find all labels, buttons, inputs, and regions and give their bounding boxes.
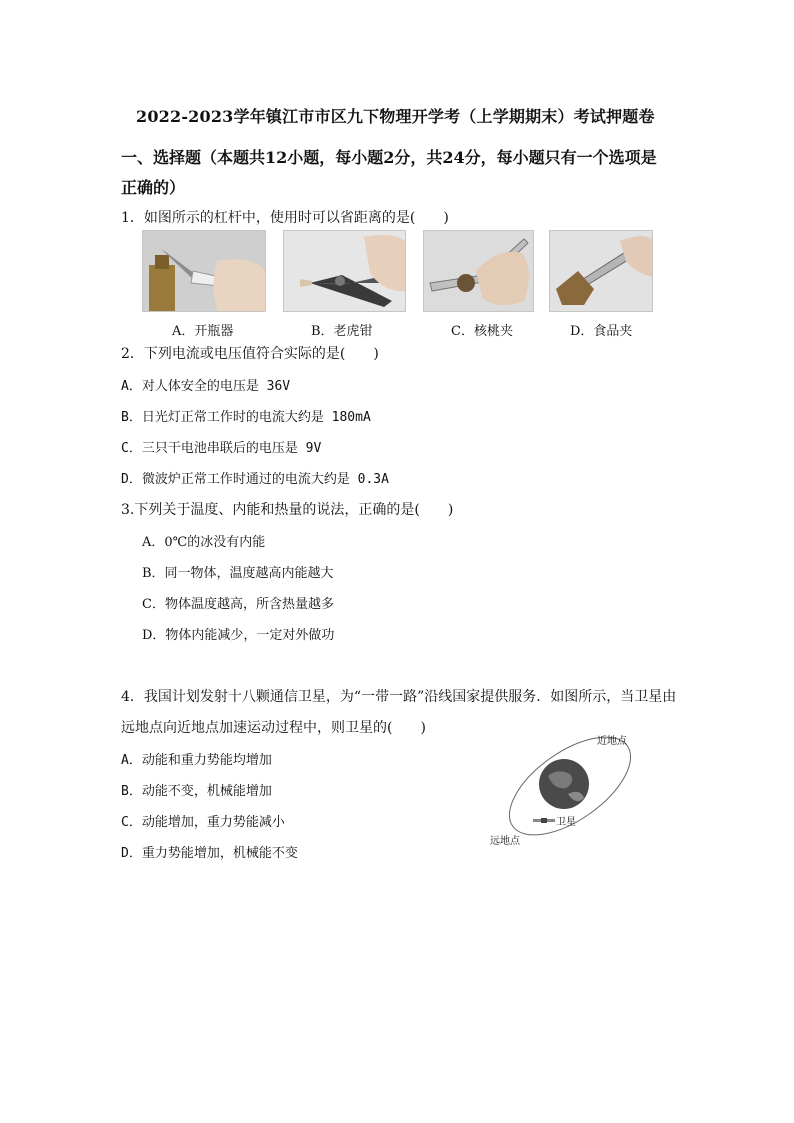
q3-stem: 3.下列关于温度、内能和热量的说法，正确的是( ) bbox=[121, 502, 454, 518]
q3-option-d: D．物体内能减少，一定对外做功 bbox=[142, 628, 335, 643]
q1-caption-a: A．开瓶器 bbox=[172, 324, 234, 339]
q1-stem: 1．如图所示的杠杆中，使用时可以省距离的是( ) bbox=[121, 210, 449, 226]
q4-option-a: A．动能和重力势能均增加 bbox=[121, 753, 272, 768]
q4-option-b: B．动能不变，机械能增加 bbox=[121, 784, 272, 799]
q3-option-b: B．同一物体，温度越高内能越大 bbox=[142, 566, 334, 581]
q4-stem-line1: 4．我国计划发射十八颗通信卫星，为“一带一路”沿线国家提供服务．如图所示，当卫星由 bbox=[121, 689, 677, 705]
nutcracker-photo bbox=[423, 230, 534, 312]
q4-option-c: C．动能增加，重力势能减小 bbox=[121, 815, 285, 830]
q3-option-a: A．0℃的冰没有内能 bbox=[142, 535, 266, 550]
pliers-photo bbox=[283, 230, 406, 312]
satellite-label: 卫星 bbox=[556, 817, 576, 828]
q2-option-c: C．三只干电池串联后的电压是 9V bbox=[121, 441, 322, 456]
q2-option-d: D．微波炉正常工作时通过的电流大约是 0.3A bbox=[121, 472, 389, 487]
q1-caption-c: C．核桃夹 bbox=[451, 324, 513, 339]
q2-stem: 2．下列电流或电压值符合实际的是( ) bbox=[121, 346, 379, 362]
section-heading-line1: 一、选择题（本题共12小题，每小题2分，共24分，每小题只有一个选项是 bbox=[121, 148, 657, 167]
q1-caption-d: D．食品夹 bbox=[570, 324, 633, 339]
page-title: 2022-2023学年镇江市市区九下物理开学考（上学期期末）考试押题卷 bbox=[136, 107, 655, 126]
q2-option-b: B．日光灯正常工作时的电流大约是 180mA bbox=[121, 410, 371, 425]
q2-option-a: A．对人体安全的电压是 36V bbox=[121, 379, 291, 394]
far-point-label: 远地点 bbox=[490, 836, 520, 847]
q3-option-c: C．物体温度越高，所含热量越多 bbox=[142, 597, 334, 612]
q4-option-d: D．重力势能增加，机械能不变 bbox=[121, 846, 298, 861]
food-tongs-photo bbox=[549, 230, 653, 312]
q1-caption-b: B．老虎钳 bbox=[311, 324, 373, 339]
section-heading-line2: 正确的） bbox=[121, 178, 186, 197]
bottle-opener-photo bbox=[142, 230, 266, 312]
near-point-label: 近地点 bbox=[597, 736, 627, 747]
q4-stem-line2: 远地点向近地点加速运动过程中，则卫星的( ) bbox=[121, 720, 426, 736]
